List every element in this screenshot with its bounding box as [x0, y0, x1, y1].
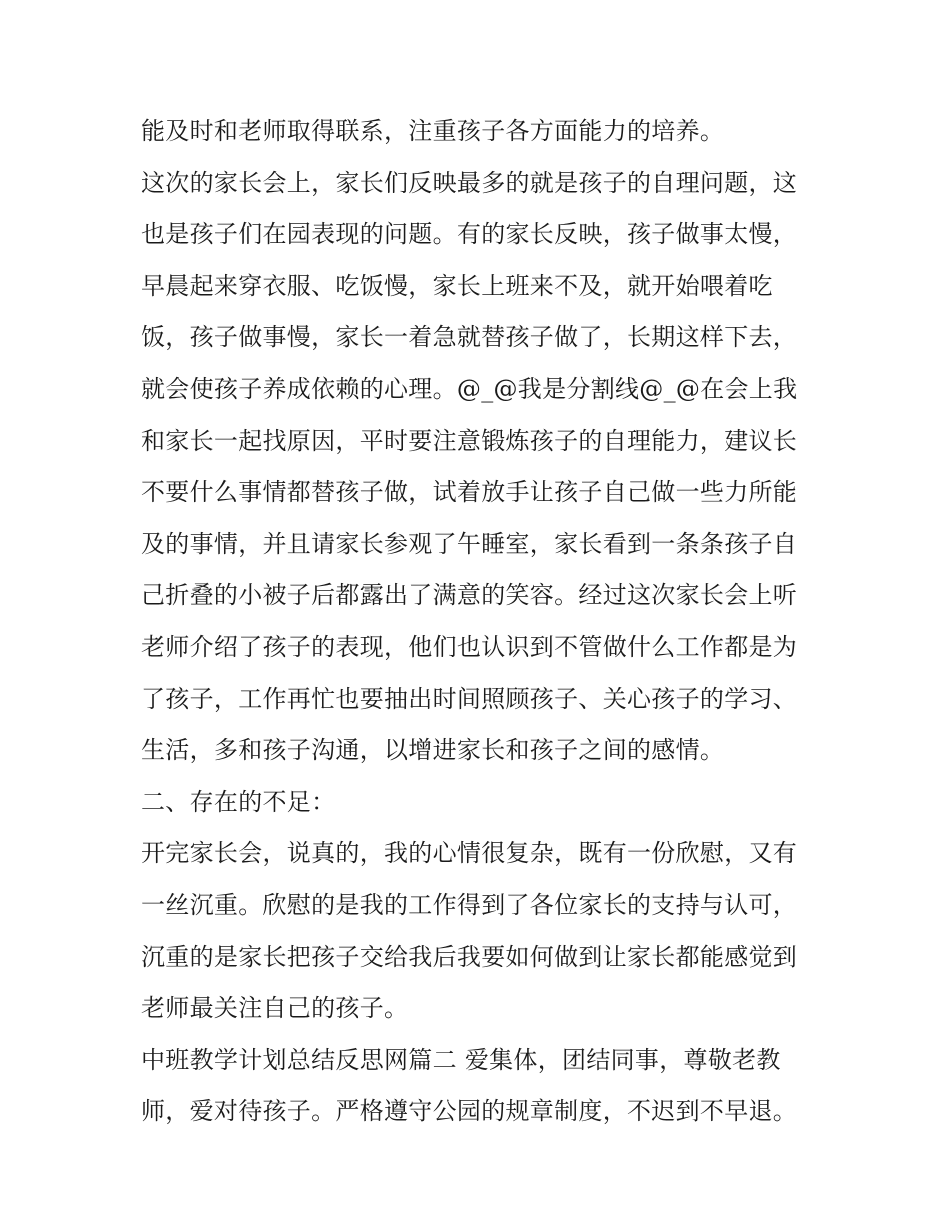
text-line: 己折叠的小被子后都露出了满意的笑容。经过这次家长会上听 — [141, 581, 798, 610]
section-heading: 二、存在的不足： — [141, 787, 336, 816]
text-line: 中班教学计划总结反思网篇二 爱集体，团结同事，尊敬老教 — [141, 1045, 781, 1074]
text-line: 饭，孩子做事慢，家长一着急就替孩子做了，长期这样下去， — [141, 323, 798, 352]
text-line: 不要什么事情都替孩子做，试着放手让孩子自己做一些力所能 — [141, 478, 798, 507]
text-line: 沉重的是家长把孩子交给我后我要如何做到让家长都能感觉到 — [141, 942, 798, 971]
text-line: 一丝沉重。欣慰的是我的工作得到了各位家长的支持与认可， — [141, 890, 798, 919]
text-line: 老师介绍了孩子的表现，他们也认识到不管做什么工作都是为 — [141, 632, 798, 661]
text-line: 这次的家长会上，家长们反映最多的就是孩子的自理问题，这 — [141, 168, 798, 197]
text-line: 早晨起来穿衣服、吃饭慢，家长上班来不及，就开始喂着吃 — [141, 271, 773, 300]
text-line: 生活，多和孩子沟通，以增进家长和孩子之间的感情。 — [141, 736, 725, 765]
text-line: 和家长一起找原因，平时要注意锻炼孩子的自理能力，建议长 — [141, 426, 798, 455]
text-line: 及的事情，并且请家长参观了午睡室，家长看到一条条孩子自 — [141, 529, 798, 558]
text-line: 就会使孩子养成依赖的心理。@_@我是分割线@_@在会上我 — [141, 374, 798, 403]
document-body — [141, 106, 821, 1138]
text-line: 也是孩子们在园表现的问题。有的家长反映，孩子做事太慢， — [141, 220, 798, 249]
text-line: 师，爱对待孩子。严格遵守公园的规章制度，不迟到不早退。 — [141, 1097, 798, 1126]
text-line: 开完家长会，说真的，我的心情很复杂，既有一份欣慰，又有 — [141, 839, 798, 868]
text-line: 老师最关注自己的孩子。 — [141, 994, 409, 1023]
text-line: 了孩子，工作再忙也要抽出时间照顾孩子、关心孩子的学习、 — [141, 684, 798, 713]
text-line: 能及时和老师取得联系，注重孩子各方面能力的培养。 — [141, 117, 725, 145]
